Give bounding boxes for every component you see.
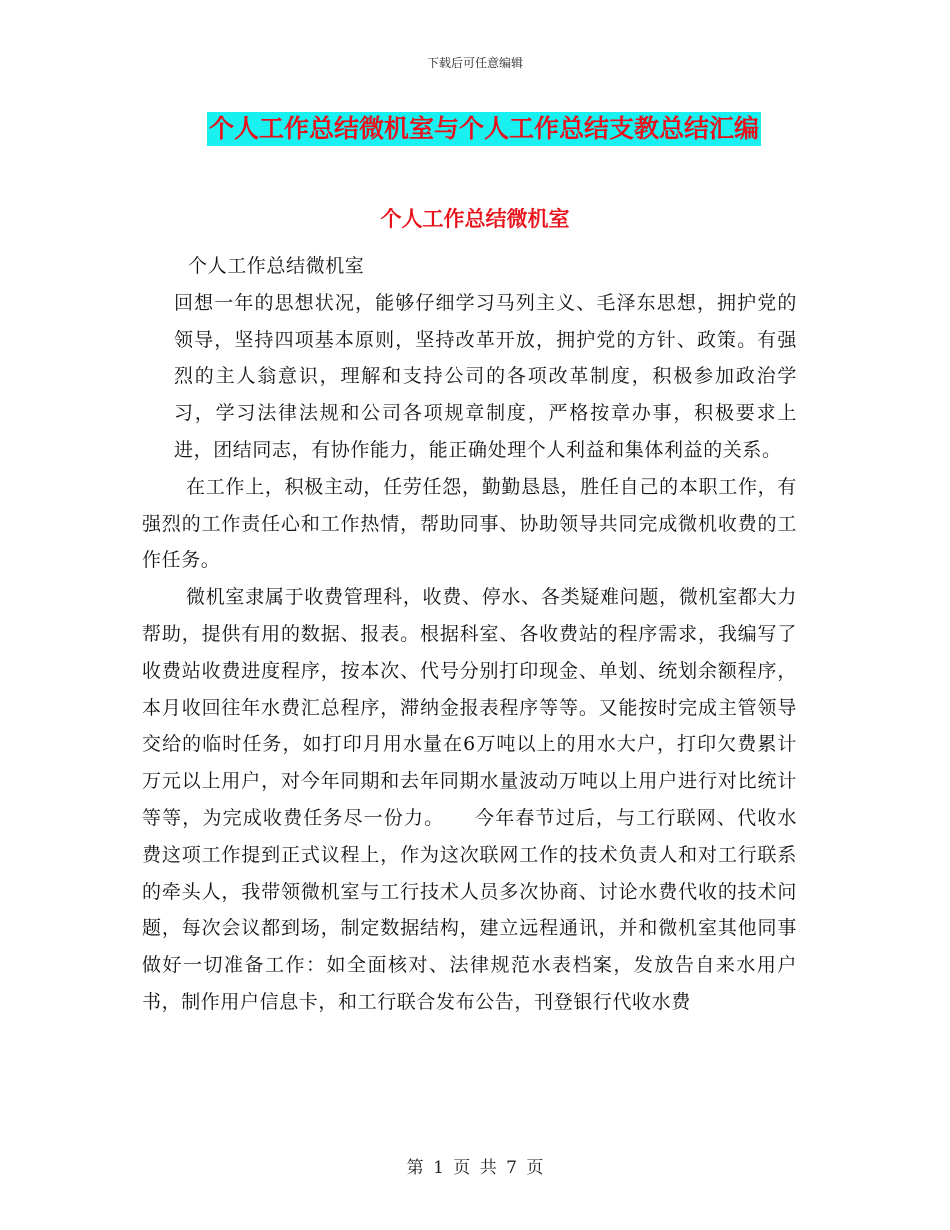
section-title: 个人工作总结微机室 [380,206,570,231]
document-title: 个人工作总结微机室与个人工作总结支教总结汇编 [207,112,761,146]
page-header-note: 下载后可任意编辑 [426,56,523,70]
body-paragraph-1: 回想一年的思想状况，能够仔细学习马列主义、毛泽东思想，拥护党的领导，坚持四项基本原则，坚持改革开放，拥护党的方针、政策。有强烈的主人翁意识，理解和支持公司的各项改革制度，积极参加政治学习，学习法律法规和公司各项规章制度，严格按章办事，积极要求上进，团结同志，有协作能力，能正确处理个人利益和集体利益的关系。 [174,291,797,461]
page-number-footer: 第 1 页 共 7 页 [406,1158,544,1178]
section-heading-line: 个人工作总结微机室 [188,255,365,277]
body-paragraph-2: 在工作上，积极主动，任劳任怨，勤勤恳恳，胜任自己的本职工作，有强烈的工作责任心和工作热情，帮助同事、协助领导共同完成微机收费的工作任务。 [142,475,797,572]
document-body [142,248,797,1021]
body-paragraph-3: 微机室隶属于收费管理科，收费、停水、各类疑难问题，微机室都大力帮助，提供有用的数据、报表。根据科室、各收费站的程序需求，我编写了收费站收费进度程序，按本次、代号分别打印现金、单划、统划余额程序，本月收回往年水费汇总程序，滞纳金报表程序等等。又能按时完成主管领导交给的临时任务，如打印月用水量在6万吨以上的用水大户，打印欠费累计万元以上用户，对今年同期和去年同期水量波动万吨以上用户进行对比统计等等，为完成收费任务尽一份力。 今年春节过后，与工行联网、代收水费这项工作提到正式议程上，作为这次联网工作的技术负责人和对工行联系的牵头人，我带领微机室与工行技术人员多次协商、讨论水费代收的技术问题，每次会议都到场，制定数据结构，建立远程通讯，并和微机室其他同事做好一切准备工作：如全面核对、法律规范水表档案，发放告自来水用户书，制作用户信息卡，和工行联合发布公告，刊登银行代收水费 [142,586,797,1013]
